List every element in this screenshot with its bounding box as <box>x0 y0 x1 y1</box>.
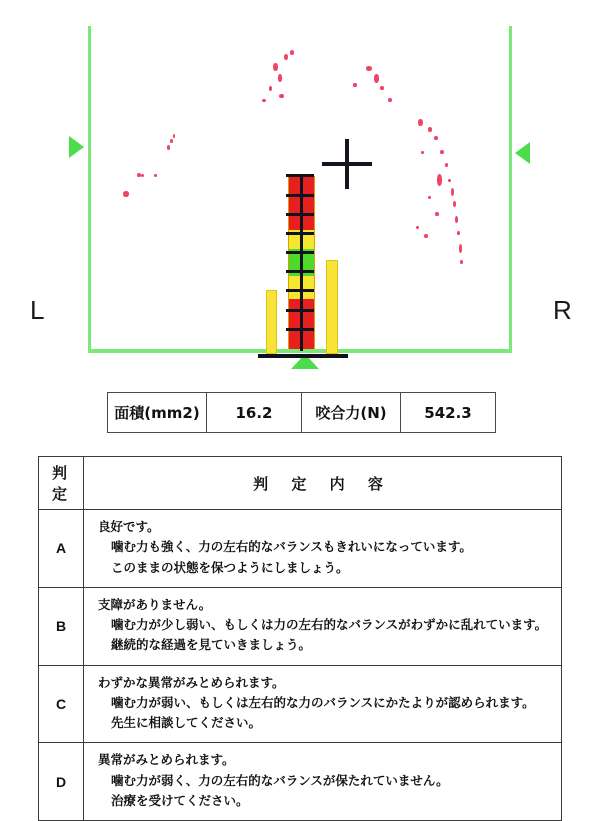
occlusal-force-bar-graph <box>262 176 342 358</box>
force-bar-center <box>288 176 315 349</box>
judgement-criteria-table <box>38 456 562 821</box>
contact-speck <box>273 63 278 71</box>
contact-speck <box>262 99 266 102</box>
contact-speck <box>451 188 454 196</box>
table-row <box>39 665 562 743</box>
judgement-line: 異常がみとめられます。 <box>98 752 235 768</box>
judgement-line: 支障がありません。 <box>98 596 212 612</box>
force-bar-tick <box>286 309 314 312</box>
table-row <box>39 510 562 588</box>
contact-speck <box>440 150 444 154</box>
judgement-line: 継続的な経過を見ていきましょう。 <box>111 637 312 653</box>
contact-speck <box>374 74 379 83</box>
force-bar-tick <box>286 194 314 197</box>
grade-b: B <box>39 587 84 665</box>
area-label: 面積(mm2) <box>108 393 207 433</box>
force-bar-tick <box>286 232 314 235</box>
right-side-label: R <box>553 295 572 325</box>
contact-speck <box>366 66 372 71</box>
judgement-text-a <box>84 510 562 588</box>
judgement-line: 噛む力が少し弱い、もしくは力の左右的なバランスがわずかに乱れています。 <box>111 617 548 632</box>
table-header-row <box>39 457 562 510</box>
table-row <box>39 743 562 821</box>
force-bar-right <box>326 260 338 354</box>
judgement-text-d <box>84 743 562 821</box>
contact-speck <box>173 134 175 138</box>
contact-speck <box>290 50 294 55</box>
judgement-line: 噛む力も強く、力の左右的なバランスもきれいになっています。 <box>111 539 472 555</box>
occlusion-scan-panel <box>88 26 512 353</box>
scan-frame-right-border <box>509 26 512 353</box>
measurement-summary-table <box>107 392 496 433</box>
force-bar-tick <box>286 174 314 177</box>
contact-speck <box>123 191 129 197</box>
contact-speck <box>421 151 424 154</box>
contact-speck <box>424 234 428 238</box>
judgement-line: 先生に相談してください。 <box>111 715 262 730</box>
force-bar-left <box>266 290 277 354</box>
contact-speck <box>428 196 431 199</box>
grade-a: A <box>39 510 84 588</box>
contact-speck <box>457 231 460 235</box>
force-bar-tick <box>286 213 314 216</box>
judgement-line: わずかな異常がみとめられます。 <box>98 674 285 690</box>
contact-speck <box>279 94 284 98</box>
contact-speck <box>434 136 438 140</box>
contact-speck <box>428 127 432 132</box>
table-row <box>108 393 496 433</box>
contact-speck <box>459 244 462 253</box>
contact-speck <box>269 86 272 91</box>
contact-speck <box>435 212 439 216</box>
contact-speck <box>388 98 392 102</box>
force-bar-tick <box>286 270 314 273</box>
force-bar-tick <box>286 251 314 254</box>
contact-speck <box>416 226 419 229</box>
force-bar-tick <box>286 289 314 292</box>
contact-speck <box>278 74 282 82</box>
scan-frame-left-border <box>88 26 91 353</box>
contact-speck <box>460 260 463 264</box>
contact-speck <box>353 83 357 87</box>
contact-speck <box>445 163 448 167</box>
contact-speck <box>154 174 157 177</box>
header-grade: 判 定 <box>39 457 84 510</box>
contact-speck <box>437 174 442 186</box>
judgement-line: 治療を受けてください。 <box>111 792 249 808</box>
table-row <box>39 587 562 665</box>
judgement-text-c <box>84 665 562 743</box>
midline-marker-right-triangle-icon <box>515 142 530 164</box>
judgement-text-b <box>84 587 562 665</box>
header-content: 判 定 内 容 <box>84 457 562 510</box>
judgement-line: 良好です。 <box>98 519 160 534</box>
midline-marker-left-triangle-icon <box>69 136 84 158</box>
force-graph-baseline <box>258 354 348 358</box>
left-side-label: L <box>30 295 45 325</box>
contact-speck <box>141 174 144 177</box>
contact-speck <box>455 216 458 223</box>
grade-c: C <box>39 665 84 743</box>
force-label: 咬合力(N) <box>302 393 401 433</box>
contact-speck <box>170 139 173 143</box>
contact-speck <box>453 201 456 207</box>
judgement-line: 噛む力が弱い、もしくは左右的な力のバランスにかたよりが認められます。 <box>111 694 535 710</box>
judgement-line: 噛む力が弱く、力の左右的なバランスが保たれていません。 <box>111 772 449 788</box>
contact-speck <box>167 145 170 150</box>
contact-speck <box>380 86 384 90</box>
force-bar-axis <box>300 174 303 351</box>
contact-speck <box>418 119 423 126</box>
grade-d: D <box>39 743 84 821</box>
contact-speck <box>284 54 288 60</box>
contact-speck <box>448 179 451 182</box>
force-bar-tick <box>286 328 314 331</box>
judgement-line: このままの状態を保つようにしましょう。 <box>111 559 349 575</box>
area-value: 16.2 <box>207 393 302 433</box>
force-value: 542.3 <box>401 393 496 433</box>
